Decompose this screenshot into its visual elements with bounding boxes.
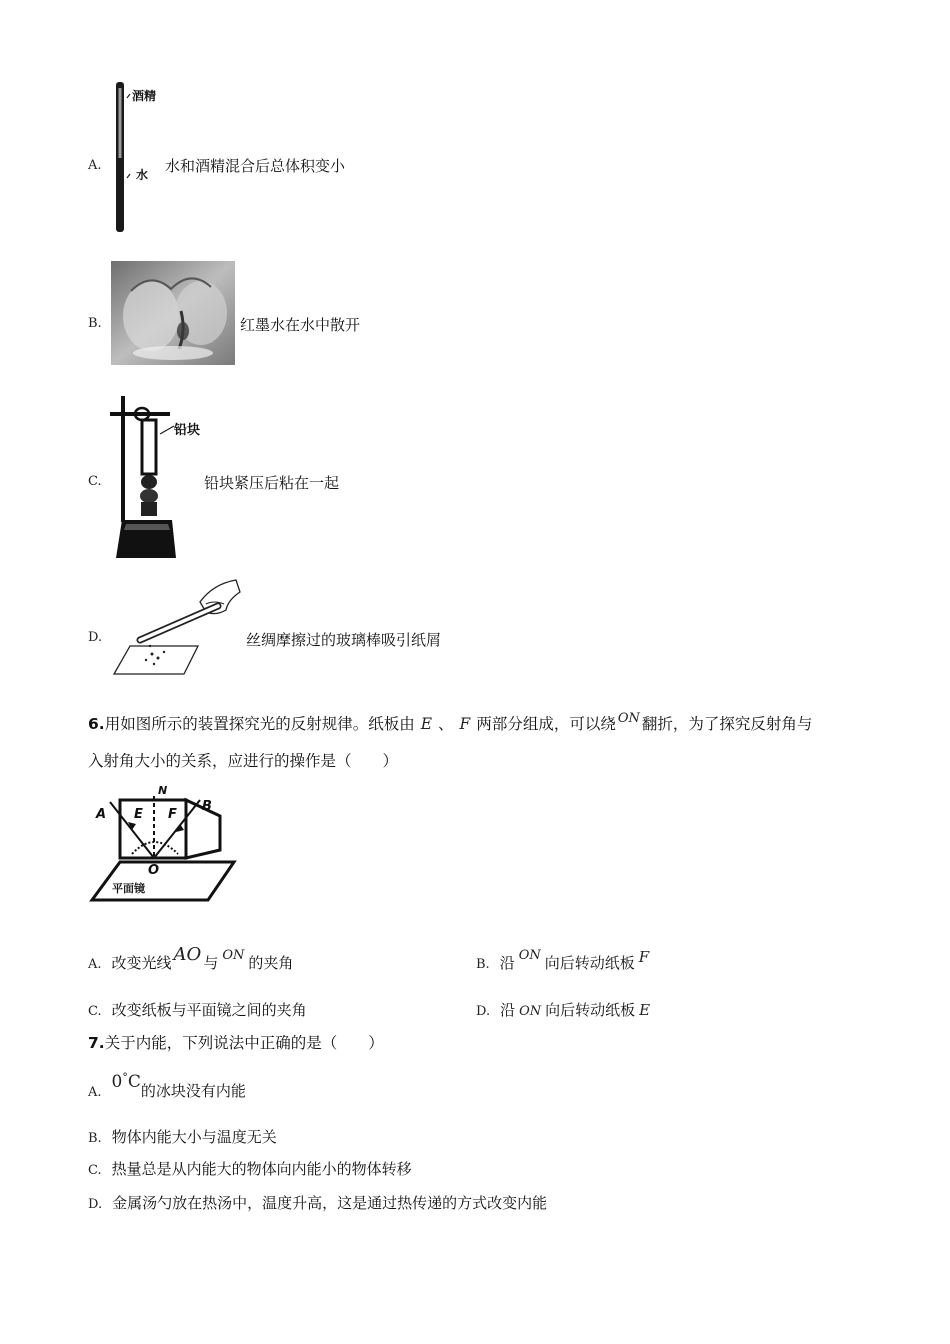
option-text: 物体内能大小与温度无关: [111, 1128, 277, 1146]
option-text: 向后转动纸板: [544, 954, 635, 972]
label-b: B: [202, 799, 212, 814]
option-text: 与: [203, 954, 219, 972]
var-on: ON: [617, 711, 640, 726]
reflection-apparatus-figure: [88, 780, 238, 906]
label-f: F: [168, 807, 177, 822]
option-text: 沿: [499, 954, 515, 972]
option-text: 沿: [500, 1001, 516, 1019]
option-text: 红墨水在水中散开: [240, 316, 361, 334]
glass-rod-paper-figure: [108, 574, 248, 678]
option-letter: C.: [88, 474, 102, 489]
q6-option-d: [476, 999, 650, 1020]
var-e: E: [420, 715, 433, 733]
var-on: ON: [519, 1004, 542, 1019]
option-letter: B.: [88, 316, 102, 331]
water-label: 水: [136, 168, 149, 182]
question-number: 6.: [88, 715, 105, 733]
question-number: 7.: [88, 1034, 105, 1052]
lead-block-stand-figure: [108, 390, 208, 562]
q7-text: 关于内能，下列说法中正确的是（ ）: [104, 1034, 384, 1052]
option-letter: B.: [88, 1131, 102, 1146]
option-letter: D.: [88, 1197, 103, 1212]
option-letter: C.: [88, 1163, 102, 1178]
option-letter: B.: [476, 957, 490, 972]
option-text: 向后转动纸板: [545, 1001, 636, 1019]
option-text: 铅块紧压后粘在一起: [204, 474, 340, 492]
option-letter: A.: [88, 158, 102, 173]
var-ao: AO: [173, 944, 202, 965]
option-text: 金属汤勺放在热汤中，温度升高，这是通过热传递的方式改变内能: [112, 1194, 548, 1212]
option-text: 的夹角: [248, 954, 294, 972]
red-ink-beaker-photo: [111, 261, 235, 365]
q7-stem: [88, 1031, 384, 1053]
lead-block-label: 铅块: [174, 423, 201, 438]
option-text: 水和酒精混合后总体积变小: [165, 157, 346, 175]
label-e: E: [134, 807, 143, 822]
option-letter: A.: [88, 1085, 102, 1100]
q6-option-c: [88, 999, 307, 1020]
option-text: 热量总是从内能大的物体向内能小的物体转移: [111, 1160, 412, 1178]
q6-option-b: [476, 948, 650, 973]
var-on: ON: [518, 948, 541, 963]
q6-text-b: 两部分组成，可以绕: [476, 715, 616, 733]
q6-stem-line-2: 入射角大小的关系，应进行的操作是（ ）: [88, 752, 399, 770]
option-letter: C.: [88, 1004, 102, 1019]
q7-option-d: [88, 1192, 547, 1213]
var-f: F: [638, 948, 650, 966]
label-mirror: 平面镜: [112, 882, 145, 895]
option-text: 的冰块没有内能: [140, 1082, 246, 1100]
separator: 、: [438, 715, 454, 733]
label-n: N: [158, 784, 168, 797]
var-e: E: [639, 1001, 651, 1019]
q6-text-a: 用如图所示的装置探究光的反射规律。纸板由: [104, 715, 415, 733]
q6-stem-line-1: [88, 712, 812, 734]
option-letter: D.: [476, 1004, 491, 1019]
label-a: A: [96, 807, 107, 822]
label-o: O: [148, 863, 160, 878]
var-f: F: [459, 715, 471, 733]
alcohol-water-tube-figure: [108, 80, 168, 235]
alcohol-label: 酒精: [132, 89, 157, 103]
temperature-value: 0°C: [111, 1071, 141, 1092]
option-letter: A.: [88, 957, 102, 972]
q6-text-c: 翻折，为了探究反射角与: [641, 715, 813, 733]
q7-option-b: [88, 1126, 277, 1147]
option-text: 改变光线: [111, 954, 172, 972]
option-text: 丝绸摩擦过的玻璃棒吸引纸屑: [246, 631, 442, 649]
var-on: ON: [222, 948, 245, 963]
option-text: 改变纸板与平面镜之间的夹角: [111, 1001, 307, 1019]
q7-option-c: [88, 1158, 412, 1179]
q7-option-a: [88, 1071, 246, 1101]
q6-option-a: [88, 944, 294, 973]
option-letter: D.: [88, 630, 103, 645]
